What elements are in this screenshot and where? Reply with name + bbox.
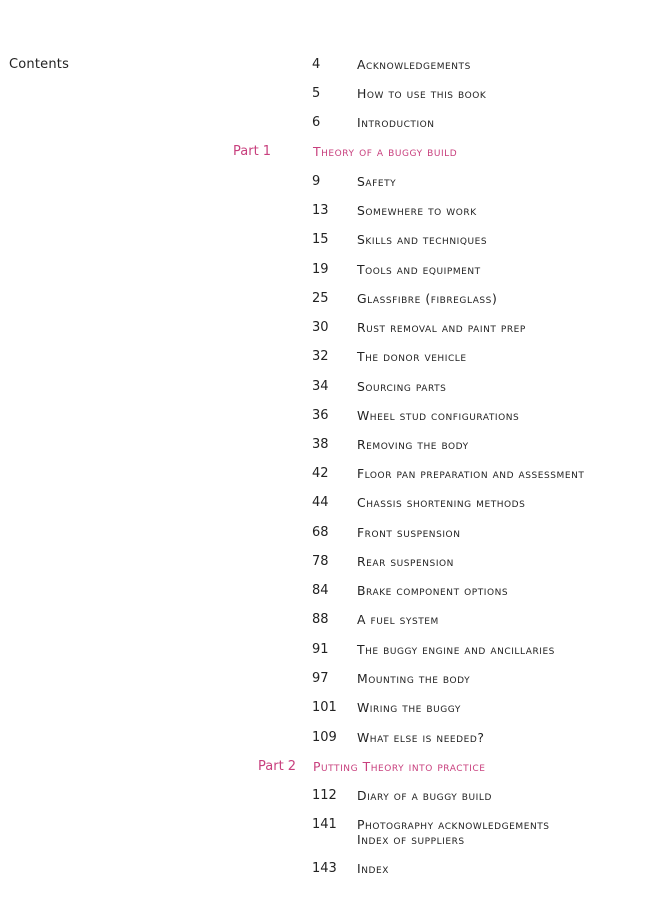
toc-entry <box>0 57 650 75</box>
toc-entry <box>0 671 650 689</box>
page-number: 68 <box>312 525 329 540</box>
toc-entry <box>0 203 650 221</box>
entry-title-line: What else is needed? <box>357 730 485 745</box>
entry-title-line: Introduction <box>357 115 435 130</box>
part-row <box>0 144 650 162</box>
entry-title <box>357 495 525 510</box>
contents-heading: Contents <box>9 57 70 72</box>
toc-entry <box>0 642 650 660</box>
entry-title-line: Removing the body <box>357 437 469 452</box>
entry-title <box>357 466 584 481</box>
toc-entry <box>0 583 650 601</box>
page-number: 30 <box>312 320 329 335</box>
toc-entry <box>0 379 650 397</box>
entry-title-line: Photography acknowledgements <box>357 817 550 832</box>
page-number: 25 <box>312 291 329 306</box>
entry-title <box>357 671 470 686</box>
entry-title <box>357 612 439 627</box>
page-number: 141 <box>312 817 337 832</box>
toc-entry <box>0 174 650 192</box>
page-number: 101 <box>312 700 337 715</box>
entry-title-line: Acknowledgements <box>357 57 471 72</box>
entry-title-line: Index <box>357 861 389 876</box>
entry-title <box>357 788 492 803</box>
page-number: 38 <box>312 437 329 452</box>
page-number: 4 <box>312 57 321 72</box>
part-label: Part 1 <box>233 144 272 159</box>
toc-entry <box>0 525 650 543</box>
entry-title <box>357 203 477 218</box>
page-number: 15 <box>312 232 329 247</box>
toc-entry <box>0 115 650 133</box>
page-number: 109 <box>312 730 337 745</box>
page-number: 88 <box>312 612 329 627</box>
entry-title <box>357 554 454 569</box>
entry-title <box>357 57 471 72</box>
entry-title-line: Rear suspension <box>357 554 454 569</box>
entry-title-line: Brake component options <box>357 583 509 598</box>
entry-title-line: Floor pan preparation and assessment <box>357 466 585 481</box>
entry-title-line: Sourcing parts <box>357 379 447 394</box>
entry-title <box>357 379 446 394</box>
entry-title <box>357 642 555 657</box>
part-row <box>0 759 650 777</box>
entry-title-line: Chassis shortening methods <box>357 495 526 510</box>
page-number: 32 <box>312 349 329 364</box>
entry-title <box>357 583 508 598</box>
page-number: 19 <box>312 262 329 277</box>
entry-title-line: Glassfibre (fibreglass) <box>357 291 498 306</box>
toc-entry <box>0 495 650 513</box>
toc-entry <box>0 817 650 847</box>
entry-title-line: A fuel system <box>357 612 439 627</box>
page-number: 36 <box>312 408 329 423</box>
toc-entry <box>0 291 650 309</box>
entry-title-line: The donor vehicle <box>357 349 467 364</box>
entry-title <box>357 408 519 423</box>
toc-entry <box>0 349 650 367</box>
part-label: Part 2 <box>258 759 297 774</box>
toc-entry <box>0 700 650 718</box>
entry-title-line: Index of suppliers <box>357 832 465 847</box>
toc-entry <box>0 86 650 104</box>
page-number: 6 <box>312 115 321 130</box>
entry-title-line: Mounting the body <box>357 671 471 686</box>
toc-entry <box>0 262 650 280</box>
entry-title-line: Front suspension <box>357 525 461 540</box>
entry-title-line: The buggy engine and ancillaries <box>357 642 555 657</box>
part-title: Putting Theory into practice <box>313 759 486 774</box>
toc-entry <box>0 437 650 455</box>
entry-title-line: Rust removal and paint prep <box>357 320 526 335</box>
page-number: 42 <box>312 466 329 481</box>
entry-title <box>357 700 461 715</box>
entry-title <box>357 730 485 745</box>
entry-title <box>357 349 467 364</box>
page-number: 143 <box>312 861 337 876</box>
entry-title-line: Somewhere to work <box>357 203 477 218</box>
toc-entry <box>0 232 650 250</box>
entry-title <box>357 817 550 847</box>
page-number: 112 <box>312 788 337 803</box>
entry-title <box>357 291 497 306</box>
page-number: 84 <box>312 583 329 598</box>
entry-title <box>357 262 481 277</box>
toc-entry <box>0 612 650 630</box>
entry-title <box>357 115 435 130</box>
toc-entry <box>0 408 650 426</box>
entry-title <box>357 320 526 335</box>
page-number: 91 <box>312 642 329 657</box>
entry-title-line: How to use this book <box>357 86 487 101</box>
page-number: 5 <box>312 86 321 101</box>
part-title: Theory of a buggy build <box>313 144 458 159</box>
page-number: 13 <box>312 203 329 218</box>
toc-entry <box>0 788 650 806</box>
entry-title-line: Diary of a buggy build <box>357 788 492 803</box>
entry-title-line: Wiring the buggy <box>357 700 461 715</box>
entry-title <box>357 525 460 540</box>
entry-title-line: Safety <box>357 174 397 189</box>
toc-entry <box>0 554 650 572</box>
toc-entry <box>0 466 650 484</box>
entry-title <box>357 861 389 876</box>
page-number: 9 <box>312 174 321 189</box>
toc-entry <box>0 320 650 338</box>
entry-title <box>357 86 486 101</box>
entry-title <box>357 174 396 189</box>
page-number: 44 <box>312 495 329 510</box>
entry-title-line: Wheel stud configurations <box>357 408 520 423</box>
entry-title-line: Skills and techniques <box>357 232 488 247</box>
entry-title-line: Tools and equipment <box>357 262 481 277</box>
entry-title <box>357 232 487 247</box>
entry-title <box>357 437 469 452</box>
page-number: 78 <box>312 554 329 569</box>
toc-entry <box>0 861 650 879</box>
toc-entry <box>0 730 650 748</box>
page-number: 34 <box>312 379 329 394</box>
page-number: 97 <box>312 671 329 686</box>
